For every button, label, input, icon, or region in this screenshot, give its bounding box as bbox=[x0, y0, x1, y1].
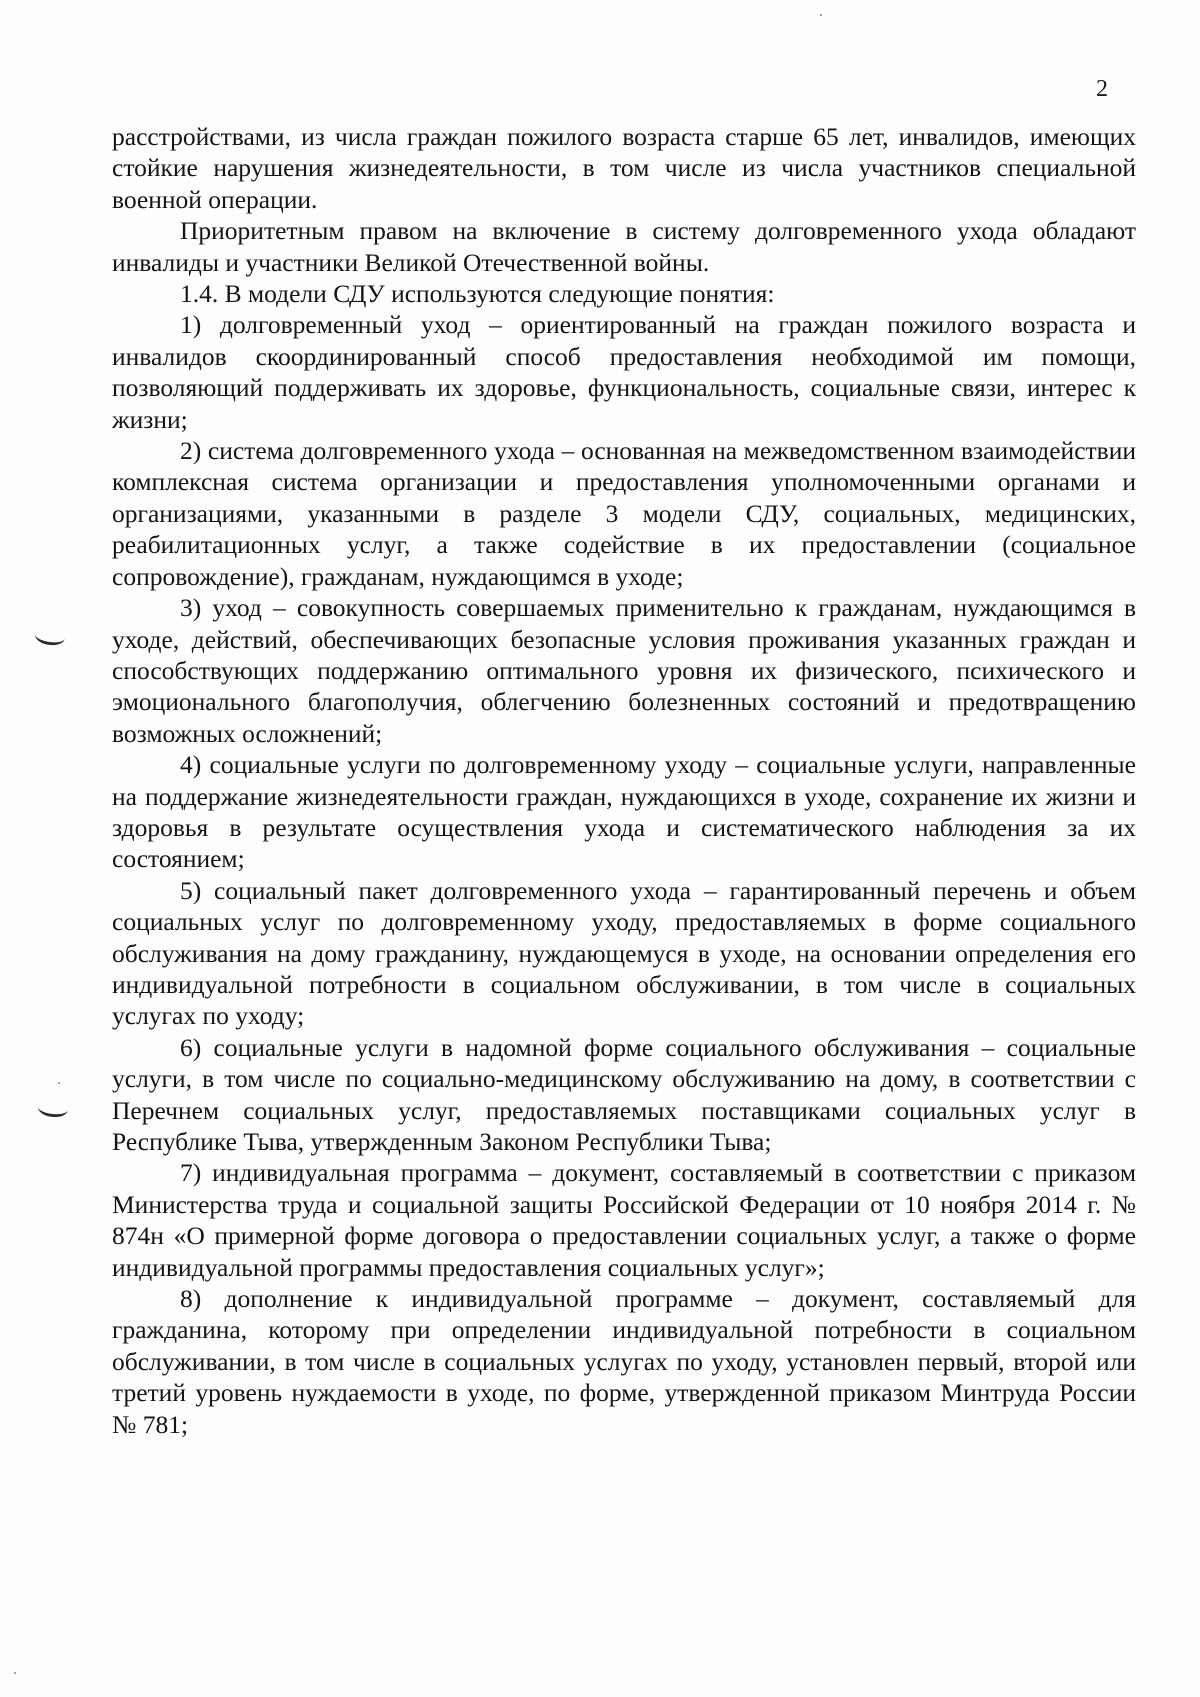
definition-6-home-services: 6) социальные услуги в надомной форме социального обслуживания – социальные услуги, в том числе по социально-медицинскому обслуживанию на дому, в соответствии с Перечнем социальных услуг, предоставляемых поставщиками социальных услуг в Республике Тыва, утвержденным Законом Республики Тыва; bbox=[112, 1032, 1136, 1156]
scan-speck bbox=[14, 1672, 16, 1674]
scan-binding-mark bbox=[37, 1098, 69, 1118]
definition-3-care: 3) уход – совокупность совершаемых применительно к гражданам, нуждающимся в уходе, действий, обеспечивающих безопасные условия проживания указанных граждан и способствующих поддержанию оптимального уровня их физического, психического и эмоционального благополучия, облегчению болезненных состояний и предотвращению возможных осложнений; bbox=[112, 593, 1136, 748]
scan-speck bbox=[820, 14, 822, 16]
paragraph-priority-right: Приоритетным правом на включение в систему долговременного ухода обладают инвалиды и участники Великой Отечественной войны. bbox=[112, 216, 1136, 277]
scan-speck bbox=[58, 1082, 60, 1084]
definition-7-individual-program: 7) индивидуальная программа – документ, составляемый в соответствии с приказом Министерства труда и социальной защиты Российской Федерации от 10 ноября 2014 г. № 874н «О примерной форме договора о предоставлении социальных услуг, а также о форме индивидуальной программы предоставления социальных услуг»; bbox=[112, 1158, 1136, 1282]
definition-5-social-package: 5) социальный пакет долговременного ухода – гарантированный перечень и объем социальных услуг по долговременному уходу, предоставляемых в форме социального обслуживания на дому гражданину, нуждающемуся в уходе, на основании определения его индивидуальной потребности в социальном обслуживании, в том числе в социальных услугах по уходу; bbox=[112, 875, 1136, 1031]
paragraph-continuation: расстройствами, из числа граждан пожилого возраста старше 65 лет, инвалидов, имеющих стойкие нарушения жизнедеятельности, в том числе из числа участников специальной военной операции. bbox=[112, 122, 1136, 214]
definition-8-program-supplement: 8) дополнение к индивидуальной программе – документ, составляемый для гражданина, которому при определении индивидуальной потребности в социальном обслуживании, в том числе в социальных услугах по уходу, установлен первый, второй или третий уровень нуждаемости в уходе, по форме, утвержденной приказом Минтруда России № 781; bbox=[112, 1284, 1136, 1439]
definition-1-long-term-care: 1) долговременный уход – ориентированный на граждан пожилого возраста и инвалидов скоординированный способ предоставления необходимой им помощи, позволяющий поддерживать их здоровье, функциональность, социальные связи, интерес к жизни; bbox=[112, 310, 1136, 434]
document-body bbox=[112, 121, 1136, 1440]
definition-4-social-services: 4) социальные услуги по долговременному уходу – социальные услуги, направленные на поддержание жизнедеятельности граждан, нуждающихся в уходе, сохранение их жизни и здоровья в результате осуществления ухода и систематического наблюдения за их состоянием; bbox=[112, 750, 1136, 874]
page-number: 2 bbox=[1096, 76, 1108, 102]
scan-binding-mark bbox=[34, 626, 66, 647]
paragraph-section-1-4: 1.4. В модели СДУ используются следующие понятия: bbox=[180, 279, 775, 309]
definition-2-care-system: 2) система долговременного ухода – основанная на межведомственном взаимодействии комплексная система организации и предоставления уполномоченными органами и организациями, указанными в разделе 3 модели СДУ, социальных, медицинских, реабилитационных услуг, а также содействие в их предоставлении (социальное сопровождение), гражданам, нуждающимся в уходе; bbox=[112, 436, 1136, 591]
